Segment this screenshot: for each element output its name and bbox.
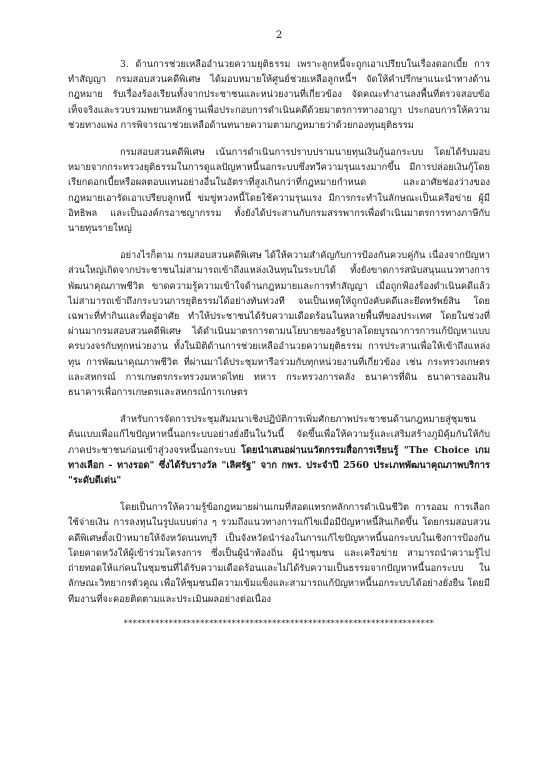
paragraph-text: กรมสอบสวนคดีพิเศษ เน้นการดำเนินการปราบปรามนายทุนเงินกู้นอกระบบ โดยได้รับมอบหมายจากกระทรวงยุติธรรมในการดูแลปัญหาหนี้นอกระบบซึ่งทวีความรุนแรงมากขึ้น มีการปล่อยเงินกู้โดยเรียกดอกเบี้ยหรือผลตอบแทนอย่างอื่นในอัตราที่สูงเกินกว่าที่กฎหมายกำหนด และอาศัยช่องว่างของกฎหมายเอารัดเอาเปรียบลูกหนี้ ข่มขู่ทวงหนี้โดยใช้ความรุนแรง มีการกระทำในลักษณะเป็นเครือข่าย ผู้มีอิทธิพล และเป็นองค์กรอาชญากรรม ทั้งยังได้ประสานกับกรมสรรพากรเพื่อดำเนินมาตรการทางภาษีกับนายทุนรายใหญ่ [68, 147, 490, 235]
paragraph-game-knowledge [68, 500, 490, 606]
paragraph-text: อย่างไรก็ตาม กรมสอบสวนคดีพิเศษ ได้ให้ความสำคัญกับการป้องกันควบคู่กัน เนื่องจากปัญหาส่วนใหญ่เกิดจากประชาชนไม่สามารถเข้าถึงแหล่งเงินทุนในระบบได้ ทั้งยังขาดการสนับสนุนแนวทางการพัฒนาคุณภาพชีวิต ขาดความรู้ความเข้าใจด้านกฎหมายและการทำสัญญา เมื่อถูกฟ้องร้องดำเนินคดีแล้วไม่สามารถเข้าถึงกระบวนการยุติธรรมได้อย่างทันท่วงที จนเป็นเหตุให้ถูกบังคับคดีและยึดทรัพย์สิน โดยเฉพาะที่ทำกินและที่อยู่อาศัย ทำให้ประชาชนได้รับความเดือดร้อนในหลายพื้นที่ของประเทศ โดยในช่วงที่ผ่านมากรมสอบสวนคดีพิเศษ ได้ดำเนินมาตรการตามนโยบายของรัฐบาลโดยบูรณาการการแก้ปัญหาแบบครบวงจรกับทุกหน่วยงาน ทั้งในมิติด้านการช่วยเหลืออำนวยความยุติธรรม การประสานเพื่อให้เข้าถึงแหล่งทุน การพัฒนาคุณภาพชีวิต ที่ผ่านมาได้ประชุมหารือร่วมกับทุกหน่วยงานที่เกี่ยวข้อง เช่น กระทรวงเกษตรและสหกรณ์ การเกษตรกระทรวงมหาดไทย ทหาร กระทรวงการคลัง ธนาคารที่ดิน ธนาคารออมสิน ธนาคารเพื่อการเกษตรและสหกรณ์การเกษตร [68, 250, 490, 399]
paragraph-text: สำหรับการจัดการประชุมสัมมนาเชิงปฏิบัติการเพิ่มศักยภาพประชาชนด้านกฎหมายสู่ชุมชนต้นแบบเพื่อแก้ไขปัญหาหนี้นอกระบบอย่างยั่งยืนในวันนี้ จัดขึ้นเพื่อให้ความรู้และเสริมสร้างภูมิคุ้มกันให้กับภาคประชาชนก่อนเข้าสู่วงจรหนี้นอกระบบ [68, 414, 490, 456]
paragraph-prevention [68, 248, 490, 400]
paragraph-text: โดยเป็นการให้ความรู้ข้อกฎหมายผ่านเกมที่สอดแทรกหลักการดำเนินชีวิต การออม การเลือกใช้จ่ายเงิน การลงทุนในรูปแบบต่าง ๆ รวมถึงแนวทางการแก้ไขเมื่อมีปัญหาหนี้สินเกิดขึ้น โดยกรมสอบสวนคดีพิเศษตั้งเป้าหมายให้จังหวัดนนทบุรี เป็นจังหวัดนำร่องในการแก้ไขปัญหาหนี้นอกระบบในเชิงการป้องกัน โดยคาดหวังให้ผู้เข้าร่วมโครงการ ซึ่งเป็นผู้นำท้องถิ่น ผู้นำชุมชน และเครือข่าย สามารถนำความรู้ไปถ่ายทอดให้แก่คนในชุมชนที่ได้รับความเดือดร้อนและไม่ได้รับความเป็นธรรมจากปัญหาหนี้นอกระบบ ในลักษณะวิทยากรตัวคูณ เพื่อให้ชุมชนมีความเข้มแข็งและสามารถแก้ปัญหาหนี้นอกระบบได้อย่างยั่งยืน โดยมีทีมงานที่จะคอยติดตามและประเมินผลอย่างต่อเนื่อง [68, 502, 490, 605]
paragraph-justice-assistance [68, 57, 490, 133]
paragraph-dsi-suppression [68, 145, 490, 236]
paragraph-text: 3. ด้านการช่วยเหลืออำนวยความยุติธรรม เพราะลูกหนี้จะถูกเอาเปรียบในเรื่องดอกเบี้ย การทำสัญญา กรมสอบสวนคดีพิเศษ ได้มอบหมายให้ศูนย์ช่วยเหลือลูกหนี้ฯ จัดให้คำปรึกษาแนะนำทางด้านกฎหมาย รับเรื่องร้องเรียนทั้งจากประชาชนและหน่วยงานที่เกี่ยวข้อง จัดคณะทำงานลงพื้นที่ตรวจสอบข้อเท็จจริงและรวบรวมพยานหลักฐานเพื่อประกอบการดำเนินคดีด้วยมาตรการทางอาญา ประกอบการให้ความช่วยทางแพ่ง การพิจารณาช่วยเหลือด้านทนายความตามกฎหมายว่าด้วยกองทุนยุติธรรม [68, 59, 490, 131]
asterisk-separator: ********************************************************************* [123, 618, 435, 628]
paragraph-seminar [68, 412, 490, 488]
paragraph-bold-text: โดยนำเสนอผ่านนวัตกรรมสื่อการเรียนรู้ "The Choice เกมทางเลือก - ทางรอด" ซึ่งได้รับรางวัล "เลิศรัฐ" จาก กพร. ประจำปี 2560 ประเภทพัฒนาคุณภาพบริการ "ระดับดีเด่น" [68, 444, 490, 487]
page-number: 2 [275, 30, 283, 41]
